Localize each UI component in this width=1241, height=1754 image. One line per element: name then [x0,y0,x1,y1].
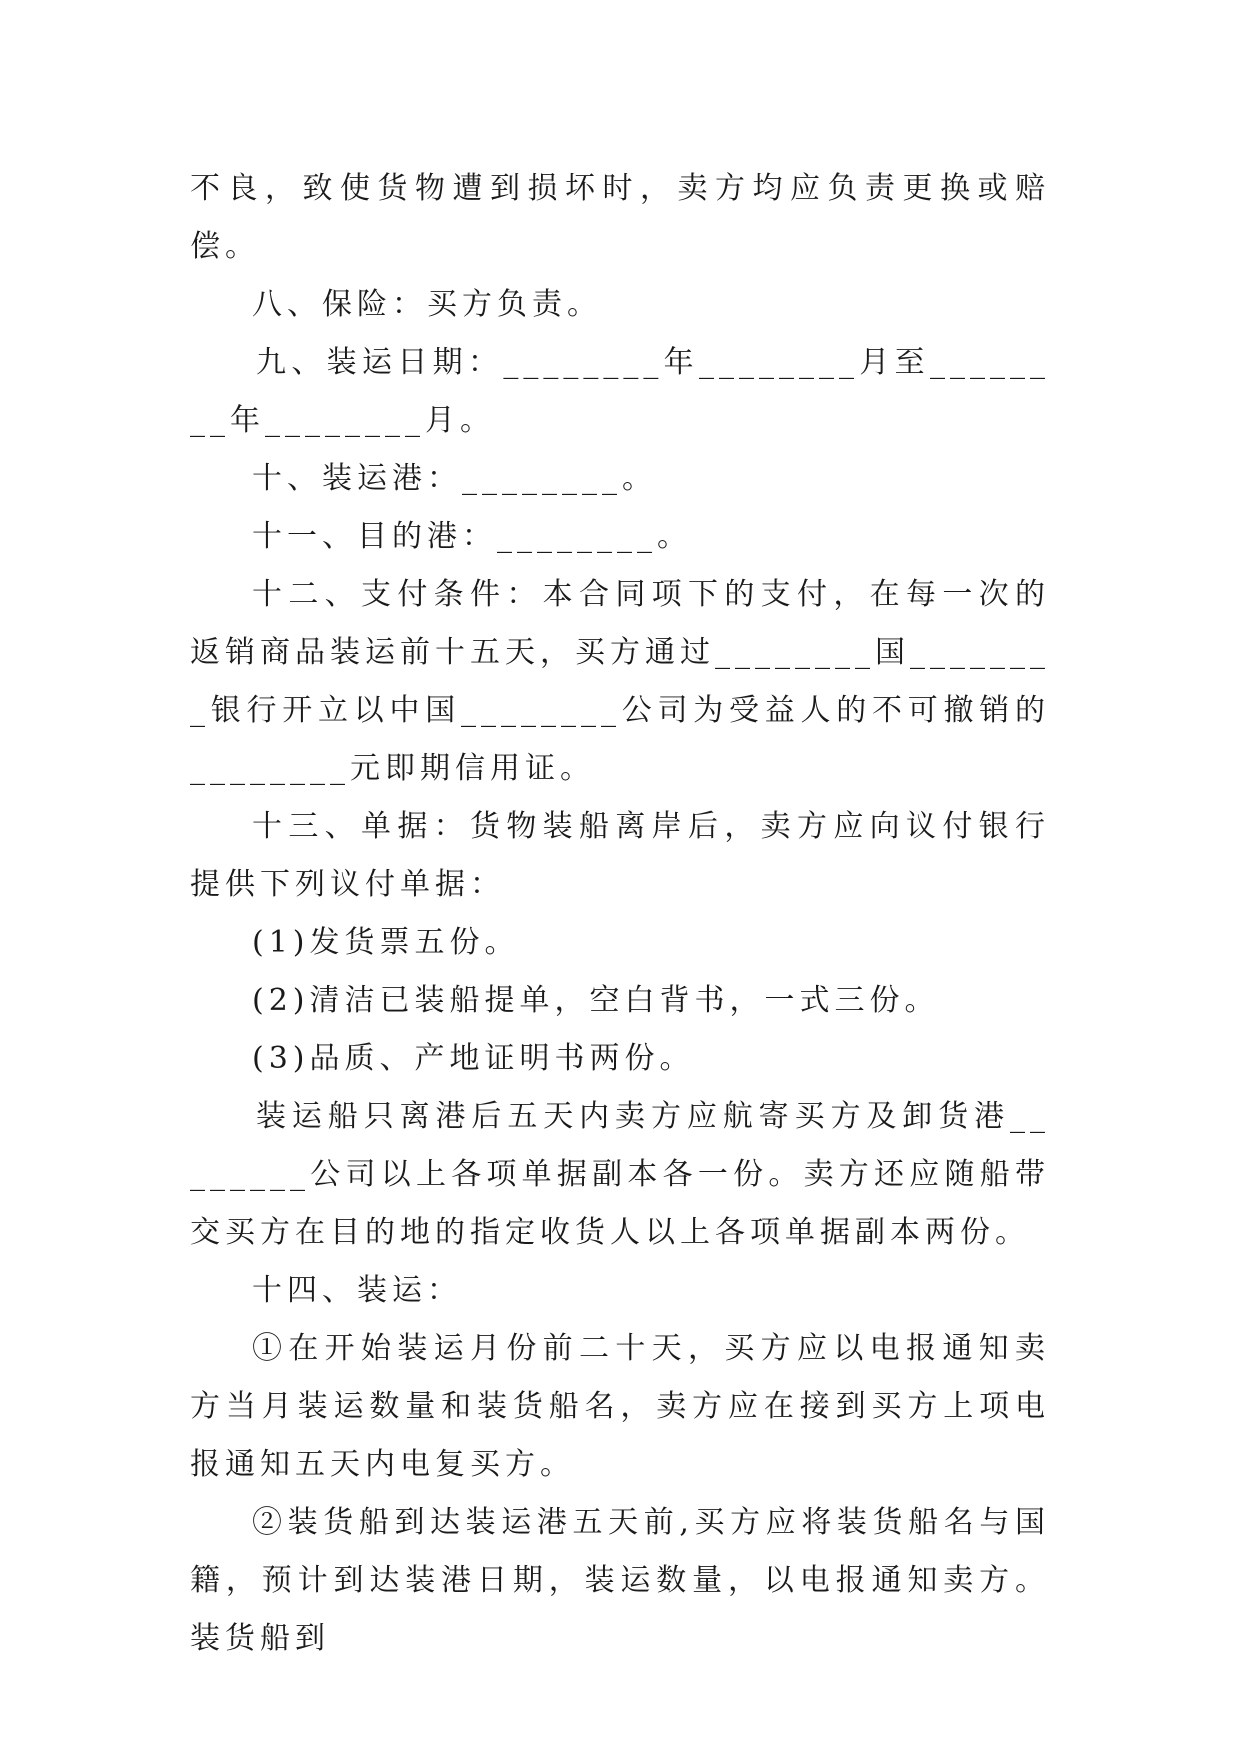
document-item-2: (2)清洁已装船提单，空白背书，一式三份。 [252,983,940,1018]
clause-10-loading-port: 十、装运港：________。 [252,461,657,496]
paragraph-continuation: 不良，致使货物遭到损坏时，卖方均应负责更换或赔偿。 [190,171,1050,264]
document-copies-paragraph: 装运船只离港后五天内卖方应航寄买方及卸货港________公司以上各项单据副本各一份。卖方还应随船带交买方在目的地的指定收货人以上各项单据副本两份。 [190,1099,1050,1250]
shipment-item-2: ②装货船到达装运港五天前,买方应将装货船名与国籍，预计到达装港日期，装运数量，以电报通知卖方。装货船到 [190,1505,1050,1656]
document-body [190,160,1050,1668]
shipment-item-1: ①在开始装运月份前二十天，买方应以电报通知卖方当月装运数量和装货船名，卖方应在接到买方上项电报通知五天内电复买方。 [190,1331,1050,1482]
clause-11-destination-port: 十一、目的港：________。 [252,519,692,554]
clause-12-payment-terms: 十二、支付条件：本合同项下的支付，在每一次的返销商品装运前十五天，买方通过________国________银行开立以中国________公司为受益人的不可撤销的________元即期信用证。 [190,577,1050,786]
document-item-1: (1)发货票五份。 [252,925,520,960]
clause-8-insurance: 八、保险：买方负责。 [252,287,602,322]
clause-13-documents: 十三、单据：货物装船离岸后，卖方应向议付银行提供下列议付单据： [190,809,1050,902]
clause-14-shipment: 十四、装运： [252,1273,462,1308]
document-item-3: (3)品质、产地证明书两份。 [252,1041,695,1076]
clause-9-shipment-date: 九、装运日期：________年________月至________年________月。 [190,345,1050,438]
